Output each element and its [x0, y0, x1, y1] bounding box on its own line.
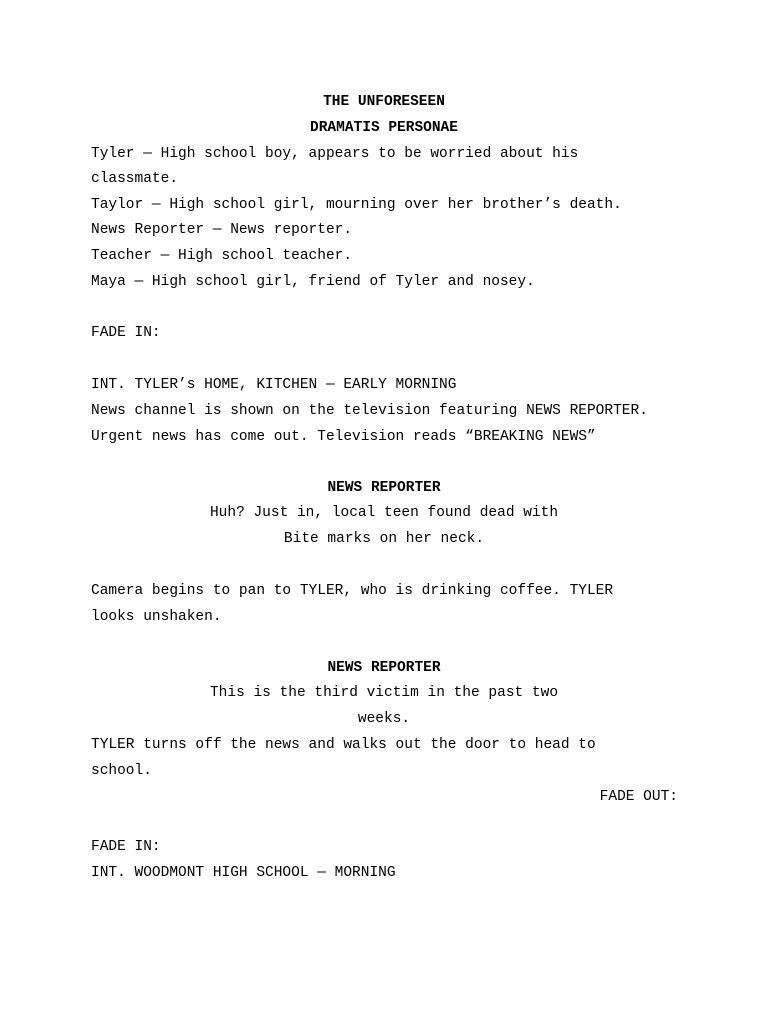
cast-line: Tyler — High school boy, appears to be worried about his — [91, 146, 579, 162]
cast-line: Maya — High school girl, friend of Tyler and nosey. — [91, 274, 535, 290]
dialogue-line: Bite marks on her neck. — [283, 531, 485, 547]
cast-line: Teacher — High school teacher. — [91, 248, 353, 264]
cast-line: classmate. — [91, 171, 179, 187]
action-line: looks unshaken. — [91, 609, 222, 625]
action-line: school. — [91, 763, 152, 779]
dialogue-line: weeks. — [357, 711, 411, 727]
action-line: TYLER turns off the news and walks out the door to head to — [91, 737, 596, 753]
scene-heading: INT. WOODMONT HIGH SCHOOL — MORNING — [91, 865, 396, 881]
action-line: Urgent news has come out. Television reads “BREAKING NEWS” — [91, 429, 596, 445]
cast-line: Taylor — High school girl, mourning over her brother’s death. — [91, 197, 622, 213]
dialogue-character: NEWS REPORTER — [327, 660, 441, 676]
screenplay-title: THE UNFORESEEN — [323, 94, 445, 110]
action-line: News channel is shown on the television featuring NEWS REPORTER. — [91, 403, 648, 419]
scene-heading: INT. TYLER’s HOME, KITCHEN — EARLY MORNING — [91, 377, 457, 393]
transition-fade-in: FADE IN: — [91, 325, 161, 341]
transition-fade-in: FADE IN: — [91, 839, 161, 855]
dialogue-line: Huh? Just in, local teen found dead with — [209, 505, 559, 521]
action-line: Camera begins to pan to TYLER, who is drinking coffee. TYLER — [91, 583, 614, 599]
cast-line: News Reporter — News reporter. — [91, 222, 353, 238]
dialogue-character: NEWS REPORTER — [327, 480, 441, 496]
transition-fade-out: FADE OUT: — [599, 789, 678, 805]
dialogue-line: This is the third victim in the past two — [209, 685, 559, 701]
dramatis-personae-heading: DRAMATIS PERSONAE — [310, 120, 458, 136]
